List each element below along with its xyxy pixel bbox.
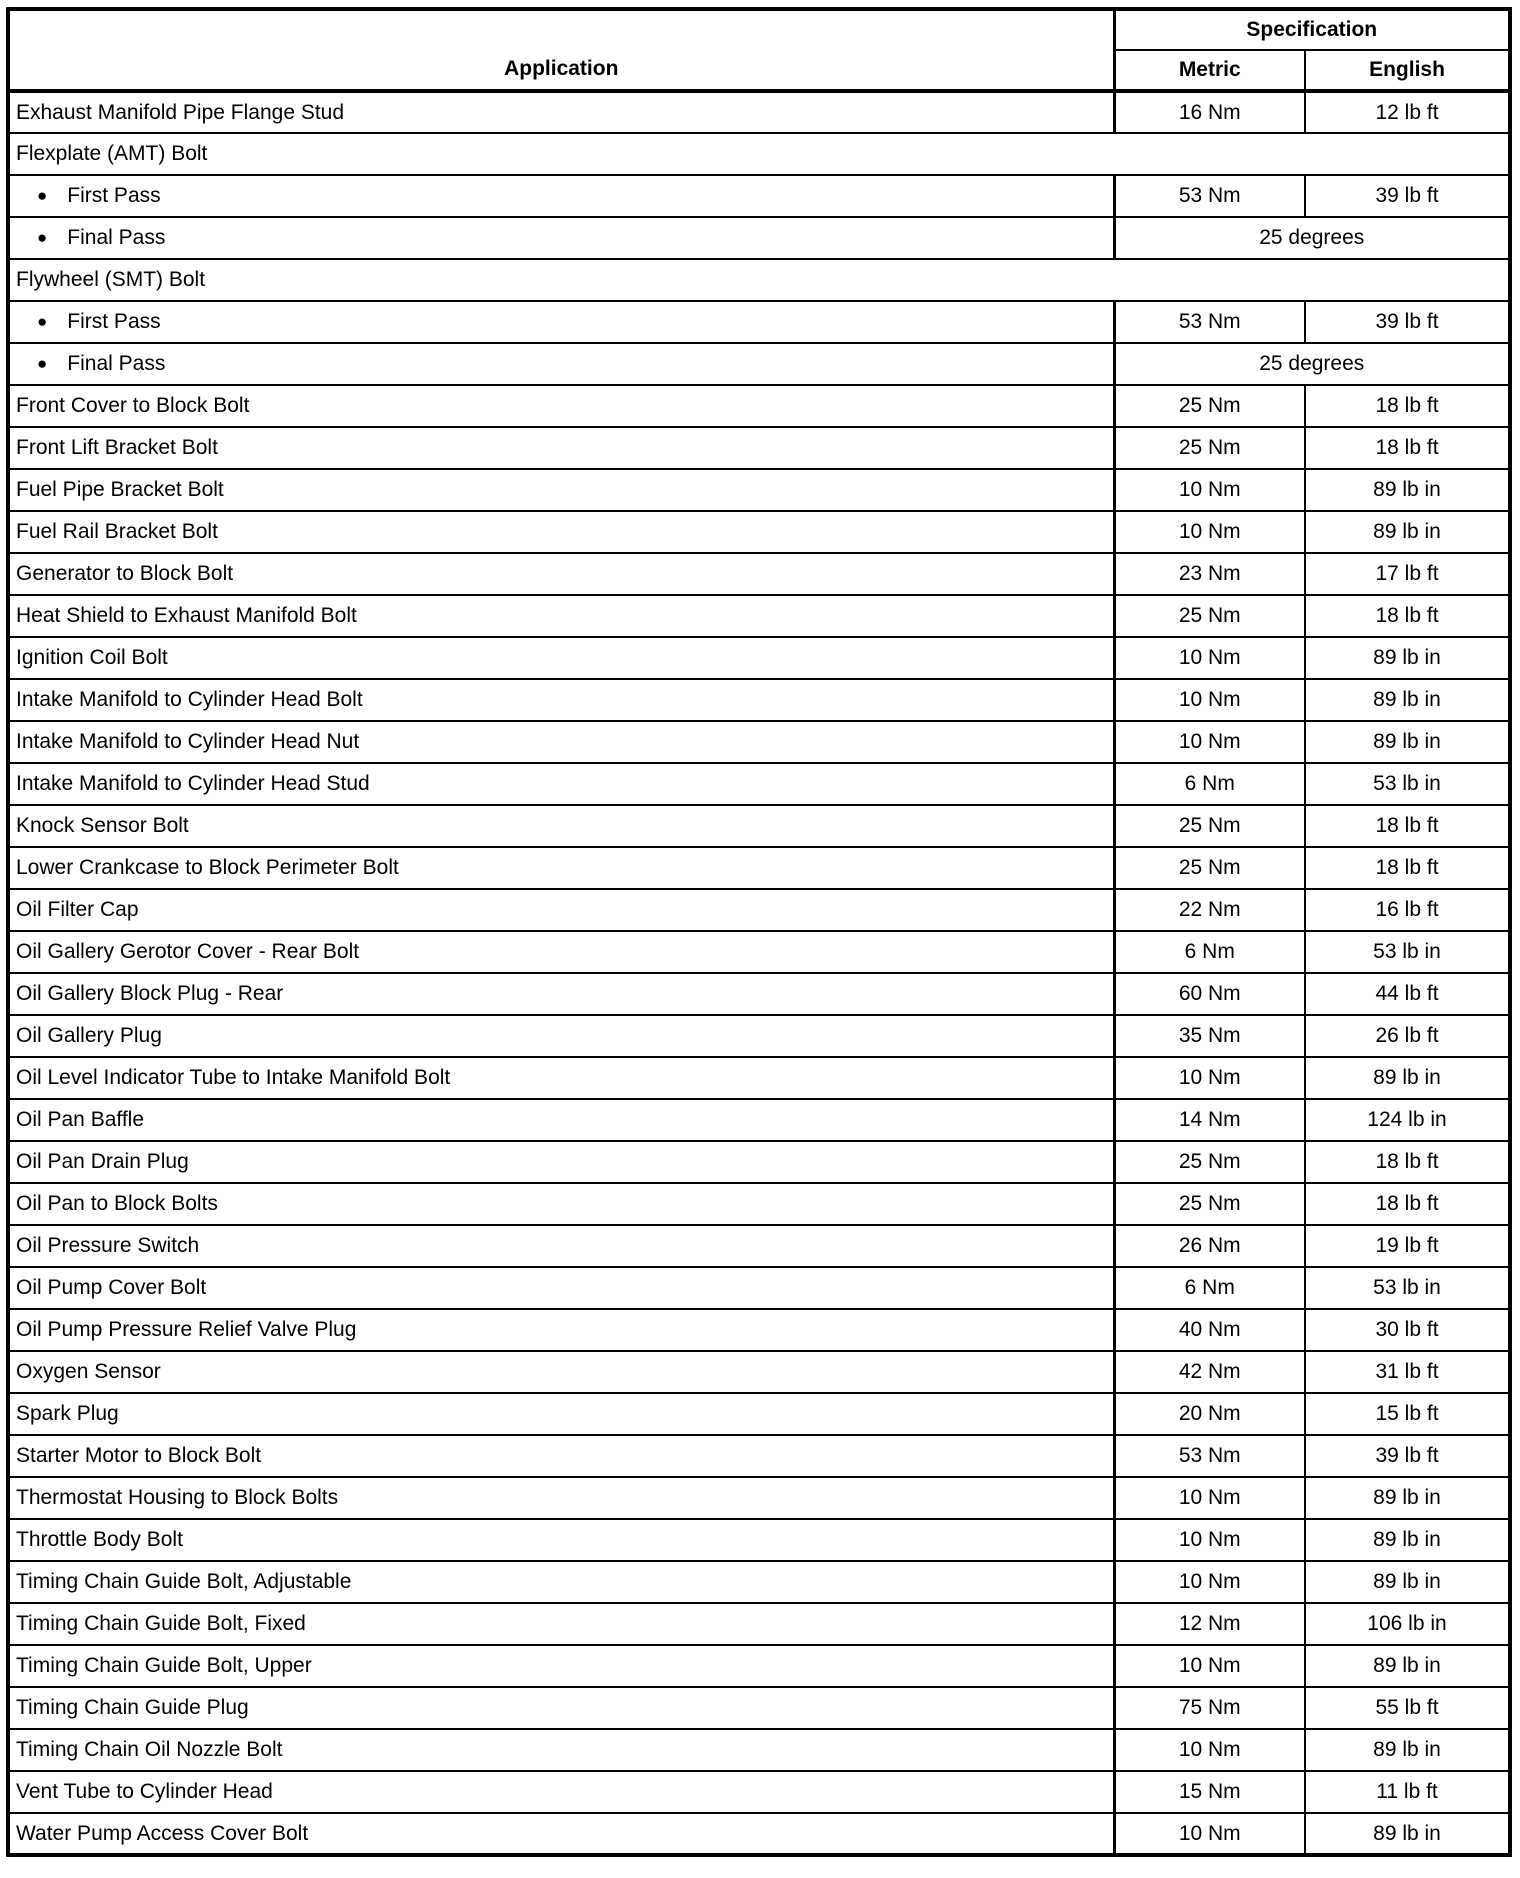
english-value-cell: 18 lb ft bbox=[1305, 427, 1510, 469]
application-cell bbox=[8, 1351, 1114, 1393]
application-label: First Pass bbox=[67, 310, 161, 334]
table-row bbox=[8, 1141, 1510, 1183]
table-row bbox=[8, 1477, 1510, 1519]
application-label: Intake Manifold to Cylinder Head Stud bbox=[16, 772, 370, 796]
application-cell bbox=[8, 385, 1114, 427]
english-value-cell: 106 lb in bbox=[1305, 1603, 1510, 1645]
application-label: Timing Chain Guide Bolt, Upper bbox=[16, 1654, 312, 1678]
metric-value-cell: 15 Nm bbox=[1114, 1771, 1305, 1813]
metric-value-cell: 10 Nm bbox=[1114, 679, 1305, 721]
metric-value-cell: 10 Nm bbox=[1114, 721, 1305, 763]
bullet-icon: ● bbox=[37, 312, 48, 332]
application-cell bbox=[8, 1309, 1114, 1351]
specification-column-group-header: Specification bbox=[1114, 9, 1510, 50]
application-label: Timing Chain Guide Bolt, Adjustable bbox=[16, 1570, 352, 1594]
application-cell bbox=[8, 889, 1114, 931]
application-label: Fuel Pipe Bracket Bolt bbox=[16, 478, 224, 502]
english-value-cell: 53 lb in bbox=[1305, 931, 1510, 973]
application-cell bbox=[8, 805, 1114, 847]
application-cell bbox=[8, 637, 1114, 679]
application-cell bbox=[8, 343, 1114, 385]
application-cell bbox=[8, 721, 1114, 763]
english-value-cell: 89 lb in bbox=[1305, 679, 1510, 721]
table-row bbox=[8, 1603, 1510, 1645]
table-row bbox=[8, 1183, 1510, 1225]
english-value-cell: 89 lb in bbox=[1305, 1561, 1510, 1603]
application-label: Oil Pan Drain Plug bbox=[16, 1150, 189, 1174]
application-cell bbox=[8, 133, 1510, 175]
application-cell bbox=[8, 259, 1510, 301]
english-value-cell: 89 lb in bbox=[1305, 511, 1510, 553]
bullet-icon: ● bbox=[37, 186, 48, 206]
bullet-icon: ● bbox=[37, 228, 48, 248]
application-label: Oil Gallery Block Plug - Rear bbox=[16, 982, 284, 1006]
table-row bbox=[8, 889, 1510, 931]
application-label: Generator to Block Bolt bbox=[16, 562, 234, 586]
application-label: Oil Pan to Block Bolts bbox=[16, 1192, 218, 1216]
table-row bbox=[8, 637, 1510, 679]
torque-specification-table bbox=[6, 7, 1512, 1857]
english-value-cell: 44 lb ft bbox=[1305, 973, 1510, 1015]
english-value-cell: 18 lb ft bbox=[1305, 595, 1510, 637]
application-cell bbox=[8, 1813, 1114, 1855]
english-value-cell: 30 lb ft bbox=[1305, 1309, 1510, 1351]
header-row-1 bbox=[8, 9, 1510, 50]
table-row bbox=[8, 1015, 1510, 1057]
metric-value-cell: 6 Nm bbox=[1114, 1267, 1305, 1309]
application-label: Oxygen Sensor bbox=[16, 1360, 161, 1384]
table-row bbox=[8, 1099, 1510, 1141]
application-label: Flywheel (SMT) Bolt bbox=[16, 268, 206, 292]
application-cell bbox=[8, 511, 1114, 553]
metric-value-cell: 75 Nm bbox=[1114, 1687, 1305, 1729]
application-cell bbox=[8, 1435, 1114, 1477]
application-label: Vent Tube to Cylinder Head bbox=[16, 1780, 273, 1804]
table-row bbox=[8, 1771, 1510, 1813]
english-value-cell: 89 lb in bbox=[1305, 1477, 1510, 1519]
application-cell bbox=[8, 1183, 1114, 1225]
application-label: Knock Sensor Bolt bbox=[16, 814, 189, 838]
application-cell bbox=[8, 763, 1114, 805]
metric-value-cell: 10 Nm bbox=[1114, 1813, 1305, 1855]
english-value-cell: 17 lb ft bbox=[1305, 553, 1510, 595]
application-label: Intake Manifold to Cylinder Head Nut bbox=[16, 730, 360, 754]
table-row bbox=[8, 469, 1510, 511]
table-row bbox=[8, 763, 1510, 805]
application-label: Timing Chain Guide Bolt, Fixed bbox=[16, 1612, 306, 1636]
english-value-cell: 89 lb in bbox=[1305, 1729, 1510, 1771]
english-value-cell: 39 lb ft bbox=[1305, 301, 1510, 343]
metric-value-cell: 10 Nm bbox=[1114, 1057, 1305, 1099]
application-cell bbox=[8, 1057, 1114, 1099]
english-value-cell: 124 lb in bbox=[1305, 1099, 1510, 1141]
application-label: Timing Chain Oil Nozzle Bolt bbox=[16, 1738, 283, 1762]
application-label: Oil Pan Baffle bbox=[16, 1108, 145, 1132]
english-value-cell: 18 lb ft bbox=[1305, 1141, 1510, 1183]
table-row bbox=[8, 91, 1510, 133]
table-row bbox=[8, 1393, 1510, 1435]
application-cell bbox=[8, 1687, 1114, 1729]
english-value-cell: 53 lb in bbox=[1305, 763, 1510, 805]
metric-value-cell: 22 Nm bbox=[1114, 889, 1305, 931]
english-value-cell: 55 lb ft bbox=[1305, 1687, 1510, 1729]
table-row bbox=[8, 133, 1510, 175]
metric-value-cell: 10 Nm bbox=[1114, 1561, 1305, 1603]
application-label: Timing Chain Guide Plug bbox=[16, 1696, 249, 1720]
application-cell bbox=[8, 1645, 1114, 1687]
application-cell bbox=[8, 847, 1114, 889]
application-cell bbox=[8, 1729, 1114, 1771]
application-label: Front Lift Bracket Bolt bbox=[16, 436, 218, 460]
specification-span-cell: 25 degrees bbox=[1114, 343, 1510, 385]
metric-value-cell: 12 Nm bbox=[1114, 1603, 1305, 1645]
application-cell bbox=[8, 427, 1114, 469]
table-row bbox=[8, 301, 1510, 343]
application-label: Fuel Rail Bracket Bolt bbox=[16, 520, 218, 544]
table-row bbox=[8, 1729, 1510, 1771]
application-cell bbox=[8, 1393, 1114, 1435]
english-value-cell: 12 lb ft bbox=[1305, 91, 1510, 133]
application-label: Spark Plug bbox=[16, 1402, 119, 1426]
application-cell bbox=[8, 1225, 1114, 1267]
table-row bbox=[8, 175, 1510, 217]
application-cell bbox=[8, 301, 1114, 343]
application-label: Thermostat Housing to Block Bolts bbox=[16, 1486, 339, 1510]
english-value-cell: 26 lb ft bbox=[1305, 1015, 1510, 1057]
metric-value-cell: 10 Nm bbox=[1114, 1519, 1305, 1561]
specification-span-cell: 25 degrees bbox=[1114, 217, 1510, 259]
application-cell bbox=[8, 1603, 1114, 1645]
english-value-cell: 15 lb ft bbox=[1305, 1393, 1510, 1435]
table-row bbox=[8, 1351, 1510, 1393]
application-cell bbox=[8, 91, 1114, 133]
english-value-cell: 18 lb ft bbox=[1305, 1183, 1510, 1225]
application-label: Intake Manifold to Cylinder Head Bolt bbox=[16, 688, 363, 712]
english-value-cell: 39 lb ft bbox=[1305, 175, 1510, 217]
metric-value-cell: 10 Nm bbox=[1114, 511, 1305, 553]
english-value-cell: 39 lb ft bbox=[1305, 1435, 1510, 1477]
application-cell bbox=[8, 217, 1114, 259]
application-label: Oil Gallery Gerotor Cover - Rear Bolt bbox=[16, 940, 360, 964]
application-cell bbox=[8, 175, 1114, 217]
table-row bbox=[8, 1687, 1510, 1729]
table-row bbox=[8, 1561, 1510, 1603]
metric-value-cell: 25 Nm bbox=[1114, 847, 1305, 889]
application-cell bbox=[8, 679, 1114, 721]
english-column-header: English bbox=[1305, 50, 1510, 91]
metric-value-cell: 25 Nm bbox=[1114, 805, 1305, 847]
application-cell bbox=[8, 973, 1114, 1015]
english-value-cell: 16 lb ft bbox=[1305, 889, 1510, 931]
table-row bbox=[8, 1519, 1510, 1561]
metric-value-cell: 10 Nm bbox=[1114, 637, 1305, 679]
table-body bbox=[8, 91, 1510, 1855]
application-cell bbox=[8, 931, 1114, 973]
table-row bbox=[8, 259, 1510, 301]
english-value-cell: 18 lb ft bbox=[1305, 805, 1510, 847]
table-row bbox=[8, 1813, 1510, 1855]
english-value-cell: 19 lb ft bbox=[1305, 1225, 1510, 1267]
application-cell bbox=[8, 1771, 1114, 1813]
application-cell bbox=[8, 1141, 1114, 1183]
application-cell bbox=[8, 553, 1114, 595]
table-row bbox=[8, 721, 1510, 763]
english-value-cell: 18 lb ft bbox=[1305, 385, 1510, 427]
metric-value-cell: 10 Nm bbox=[1114, 1645, 1305, 1687]
application-label: Front Cover to Block Bolt bbox=[16, 394, 250, 418]
metric-value-cell: 10 Nm bbox=[1114, 1477, 1305, 1519]
english-value-cell: 89 lb in bbox=[1305, 1645, 1510, 1687]
table-row bbox=[8, 1225, 1510, 1267]
metric-value-cell: 10 Nm bbox=[1114, 469, 1305, 511]
application-label: First Pass bbox=[67, 184, 161, 208]
application-label: Water Pump Access Cover Bolt bbox=[16, 1821, 309, 1845]
english-value-cell: 31 lb ft bbox=[1305, 1351, 1510, 1393]
table-header bbox=[8, 9, 1510, 91]
metric-value-cell: 20 Nm bbox=[1114, 1393, 1305, 1435]
table-row bbox=[8, 805, 1510, 847]
application-label: Exhaust Manifold Pipe Flange Stud bbox=[16, 100, 345, 124]
english-value-cell: 89 lb in bbox=[1305, 1813, 1510, 1855]
english-value-cell: 89 lb in bbox=[1305, 721, 1510, 763]
table-row bbox=[8, 1267, 1510, 1309]
table-row bbox=[8, 1645, 1510, 1687]
application-cell bbox=[8, 1099, 1114, 1141]
metric-value-cell: 14 Nm bbox=[1114, 1099, 1305, 1141]
application-label: Oil Gallery Plug bbox=[16, 1024, 162, 1048]
application-label: Flexplate (AMT) Bolt bbox=[16, 142, 208, 166]
application-cell bbox=[8, 1477, 1114, 1519]
metric-value-cell: 53 Nm bbox=[1114, 301, 1305, 343]
english-value-cell: 89 lb in bbox=[1305, 1057, 1510, 1099]
english-value-cell: 89 lb in bbox=[1305, 1519, 1510, 1561]
table-row bbox=[8, 679, 1510, 721]
application-cell bbox=[8, 1519, 1114, 1561]
metric-value-cell: 16 Nm bbox=[1114, 91, 1305, 133]
english-value-cell: 11 lb ft bbox=[1305, 1771, 1510, 1813]
application-cell bbox=[8, 1561, 1114, 1603]
metric-value-cell: 42 Nm bbox=[1114, 1351, 1305, 1393]
metric-value-cell: 25 Nm bbox=[1114, 427, 1305, 469]
metric-value-cell: 60 Nm bbox=[1114, 973, 1305, 1015]
english-value-cell: 89 lb in bbox=[1305, 469, 1510, 511]
english-value-cell: 53 lb in bbox=[1305, 1267, 1510, 1309]
table-row bbox=[8, 1435, 1510, 1477]
table-row bbox=[8, 973, 1510, 1015]
application-cell bbox=[8, 595, 1114, 637]
metric-value-cell: 25 Nm bbox=[1114, 1141, 1305, 1183]
table-row bbox=[8, 1057, 1510, 1099]
application-label: Oil Pump Cover Bolt bbox=[16, 1276, 207, 1300]
metric-value-cell: 6 Nm bbox=[1114, 763, 1305, 805]
table-row bbox=[8, 385, 1510, 427]
metric-value-cell: 25 Nm bbox=[1114, 1183, 1305, 1225]
application-cell bbox=[8, 1015, 1114, 1057]
metric-value-cell: 25 Nm bbox=[1114, 595, 1305, 637]
application-label: Ignition Coil Bolt bbox=[16, 646, 168, 670]
table-row bbox=[8, 511, 1510, 553]
table-row bbox=[8, 217, 1510, 259]
table-row bbox=[8, 1309, 1510, 1351]
application-label: Final Pass bbox=[67, 226, 166, 250]
table-row bbox=[8, 343, 1510, 385]
metric-value-cell: 40 Nm bbox=[1114, 1309, 1305, 1351]
english-value-cell: 18 lb ft bbox=[1305, 847, 1510, 889]
bullet-icon: ● bbox=[37, 354, 48, 374]
metric-value-cell: 6 Nm bbox=[1114, 931, 1305, 973]
metric-value-cell: 53 Nm bbox=[1114, 1435, 1305, 1477]
table-row bbox=[8, 427, 1510, 469]
metric-value-cell: 35 Nm bbox=[1114, 1015, 1305, 1057]
application-label: Oil Filter Cap bbox=[16, 898, 139, 922]
metric-value-cell: 10 Nm bbox=[1114, 1729, 1305, 1771]
english-value-cell: 89 lb in bbox=[1305, 637, 1510, 679]
application-label: Starter Motor to Block Bolt bbox=[16, 1444, 262, 1468]
table-row bbox=[8, 595, 1510, 637]
metric-value-cell: 25 Nm bbox=[1114, 385, 1305, 427]
metric-column-header: Metric bbox=[1114, 50, 1305, 91]
application-label: Lower Crankcase to Block Perimeter Bolt bbox=[16, 856, 399, 880]
table-row bbox=[8, 931, 1510, 973]
application-label: Oil Pressure Switch bbox=[16, 1234, 200, 1258]
application-label: Final Pass bbox=[67, 352, 166, 376]
application-column-header: Application bbox=[8, 9, 1114, 91]
application-label: Throttle Body Bolt bbox=[16, 1528, 183, 1552]
application-label: Oil Pump Pressure Relief Valve Plug bbox=[16, 1318, 357, 1342]
application-label: Oil Level Indicator Tube to Intake Manifold Bolt bbox=[16, 1066, 451, 1090]
application-label: Heat Shield to Exhaust Manifold Bolt bbox=[16, 604, 357, 628]
metric-value-cell: 26 Nm bbox=[1114, 1225, 1305, 1267]
application-cell bbox=[8, 469, 1114, 511]
metric-value-cell: 53 Nm bbox=[1114, 175, 1305, 217]
table-row bbox=[8, 553, 1510, 595]
application-cell bbox=[8, 1267, 1114, 1309]
table-row bbox=[8, 847, 1510, 889]
metric-value-cell: 23 Nm bbox=[1114, 553, 1305, 595]
